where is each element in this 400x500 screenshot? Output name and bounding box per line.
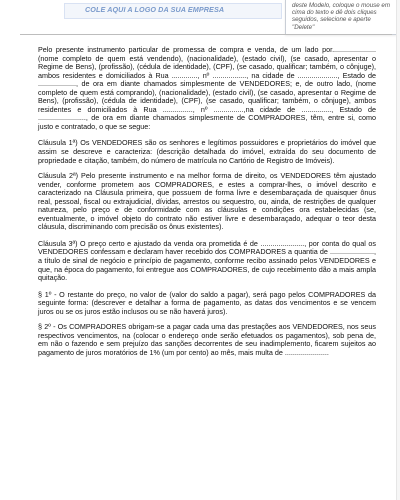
clause-3-paragraph: Cláusula 3ª) O preço certo e ajustado da venda ora prometida é de ......................, por conta do qual os VENDEDORES confessam e declaram haver recebido dos COMPRADORES a quantia de ......................, a título de sinal de negócio e princípio de pagamento, conforme recibo assinado pelos VENDEDORES e que, na época do pagamento, foi entregue aos COMPRADORES, de cujo recebimento dão a mais ampla quitação.: [38, 238, 376, 283]
template-note-text: deste Modelo, coloque o mouse em cima do texto e dê dois cliques seguidos, selecione e aperte "Delete": [292, 2, 391, 31]
paragraph-2-clause: § 2º - Os COMPRADORES obrigam-se a pagar cada uma das prestações aos VENDEDORES, nos seus respectivos vencimentos, na (colocar o endereço onde serão efetuados os pagamentos), sob pena de, em não o fazendo e sem prejuízo das sanções decorrentes de seu inadimplemento, ficarem sujeitos ao pagamento de juros moratórios de 1% (um por cento) ao mês, mais multa de ......................: [38, 322, 376, 357]
clause-1-paragraph: Cláusula 1ª) Os VENDEDORES são os senhores e legítimos possuidores e proprietários do imóvel que assim se descreve e caracteriza: (descrição detalhada do imóvel, extraída do seu documento de propriedade e citação, também, do número de matrícula no Cartório de Registro de Imóveis).: [38, 138, 376, 165]
clause-2-paragraph: Cláusula 2ª) Pelo presente instrumento e na melhor forma de direito, os VENDEDORES têm ajustado vender, conforme prometem aos COMPRADORES, e estes a comprar-lhes, o imóvel descrito e caracterizado na Cláusula primeira, que possuem de forma livre e desembaraçada de quaisquer ônus real, pessoal, fiscal ou extrajudicial, dívidas, arrestos ou sequestro, ou, ainda, de restrições de qualquer natureza, pelo preço e de conformidade com as cláusulas e condições ora estabelecidas (se, eventualmente, o imóvel objeto do contrato não estiver livre e desembaraçado, adequar o teor desta cláusula, discriminando com precisão os ônus existentes).: [38, 171, 376, 232]
contract-body: [38, 46, 376, 358]
template-note: [285, 0, 397, 35]
page-edge: [396, 0, 400, 500]
logo-placeholder: [64, 3, 282, 19]
logo-placeholder-text: COLE AQUI A LOGO DA SUA EMPRESA: [85, 5, 225, 14]
paragraph-1-clause: § 1º - O restante do preço, no valor de (valor do saldo a pagar), será pago pelos COMPRADORES da seguinte forma: (descrever e detalhar a forma de pagamento, as datas dos vencimentos e se vencem juros ou se os juros estão inclusos ou se não haverá juros).: [38, 289, 376, 316]
header-divider: [20, 34, 392, 35]
intro-paragraph: Pelo presente instrumento particular de promessa de compra e venda, de um lado por...................... (nome completo de quem está vendendo), (nacionalidade), (estado civil), (se casado, apresentar o Regime de Bens), (profissão), (cédula de identidade), (CPF), (se casado, qualificar; também, o cônjuge), ambos residentes e domiciliados à Rua ............., nº ................., na cidade de ...................., Estado de ..................., de ora em diante chamados simplesmente de VENDEDORES; e, de outro lado, (nome completo de quem está comprando), (nacionalidade), (estado civil), (se casado, apresentar o Regime de Bens), (profissão), (cédula de identidade), (CPF), (se casado, qualificar; também, o cônjuge), ambos residentes e domiciliados à Rua ..............., nº ...............,na cidade de ..............., Estado de ........................, de ora em diante chamados simplesmente de COMPRADORES, têm, entre si, como justo e contratado, o que se segue:: [38, 45, 376, 131]
